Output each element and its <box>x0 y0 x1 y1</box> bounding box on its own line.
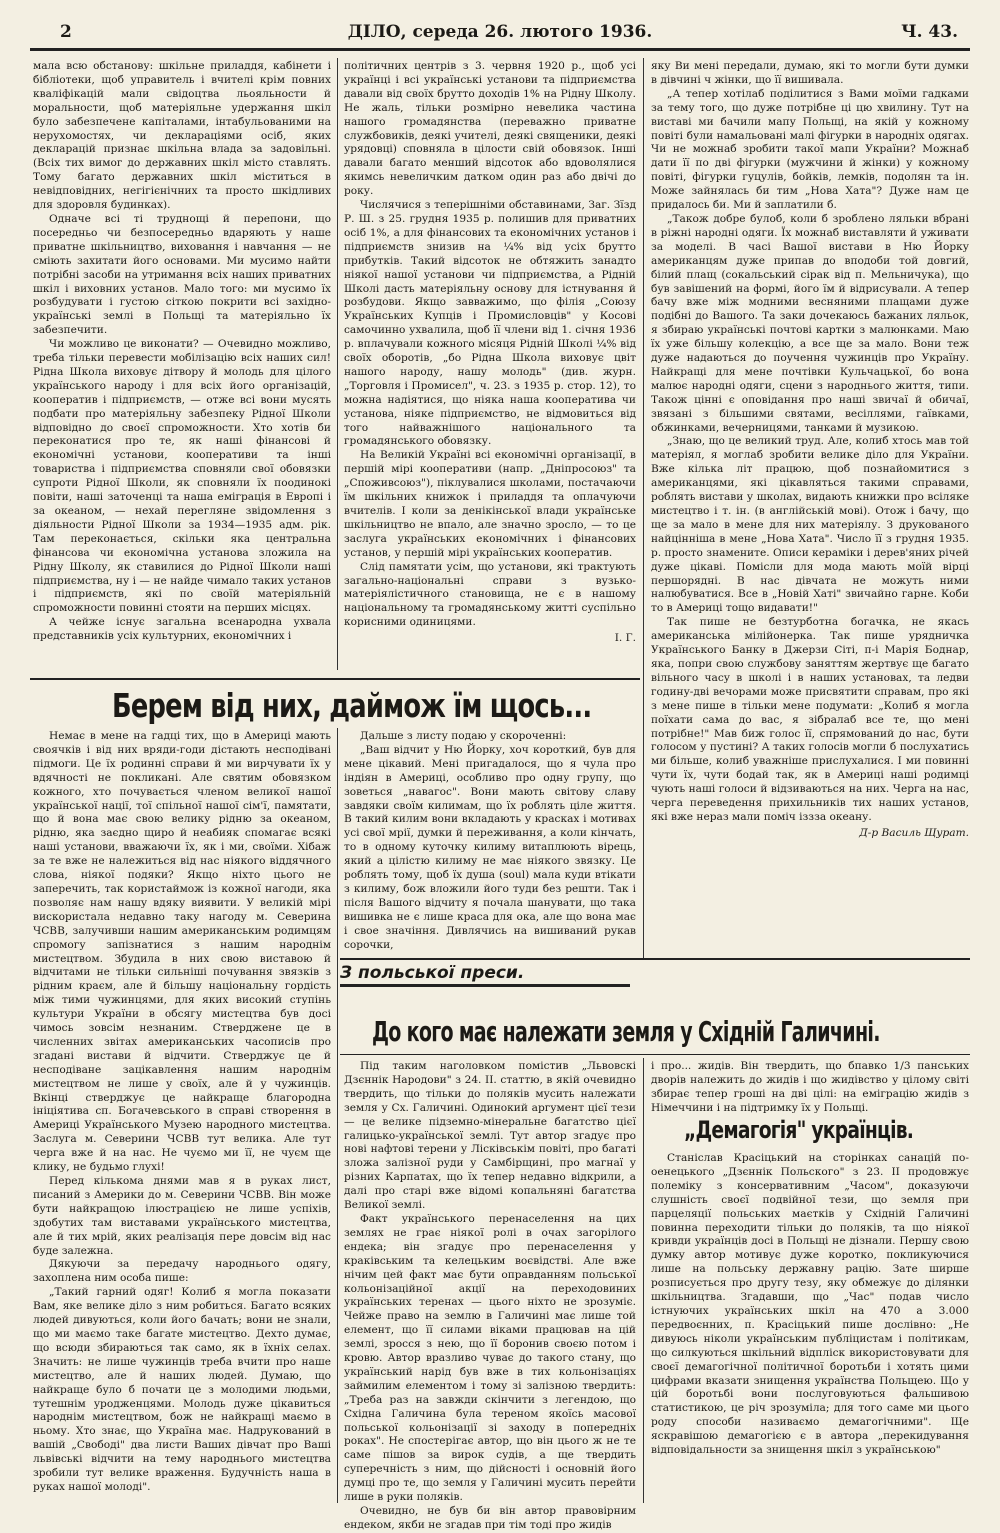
article3-column <box>651 1152 969 1500</box>
article-headline: „Демагогія" українців. <box>684 1116 914 1144</box>
paragraph: „А тепер хотілаб поділитися з Вами моїми гадками за тему того, що дуже потрібне ці цю хвилину. Тут на виставі ми бачили мапу Польщі, на якій у кожному повіті були намальовані малі фігурки в народніх одягах. Чи не можнаб зробити такої мапи України? Можнаб дати її по дві фігурки (мужчини й жінки) у кожному повіті, фігурки гуцулів, бойків, лемків, подолян та ін. Може зайнялась би тим „Нова Хата"? Дуже нам це придалось би. Ми й заплатили б. <box>651 87 969 212</box>
section-rule <box>30 678 640 680</box>
right-column <box>651 60 969 952</box>
masthead: ДІЛО, середа 26. лютого 1936. <box>347 22 653 42</box>
paragraph: Дальше з листу подаю у скороченні: <box>360 730 567 742</box>
paragraph: „Ваш відчит у Ню Йорку, хоч короткий, був для мене цікавий. Мені пригадалося, що я чула про індіян в Америці, особливо про одну групу, що зоветься „навагос". Вони мають світову славу завдяки своїм килимам, що їх роблять ціле життя. В такий килим вони вкладають у красках і мотивах усі свої мрії, думки й переживання, а коли кінчать, то в одному куточку килиму витаплюють вірець, який а цілістю килиму не має ніякого звязку. Це роблять тому, щоб їх душа (soul) мала куди втікати з килиму, бож вложили його туди без решти. Так і після Вашого відчиту я почала шанувати, що така вишивка не є лише краса для ока, але що вона має і свое значіння. Дивлячись на вишиваний рукав сорочки, <box>344 743 636 951</box>
article1-column-2 <box>344 730 636 956</box>
paragraph: Немає в мене на гадці тих, що в Америці мають своячків і від них вряди-годи дістають несподівані підмоги. Це їх родинні справи й ми вирчувати їх у вдячності не покликані. Але святим обовязком кожного, хто почувається членом великої нашої української нації, тої спільної нашої сім'ї, памятати, що й вона має свою велику рідню за океаном, рідню, яка заєдно щиро й неабияк спомагає всякі наші установи, вважаючи їх, як і ми, своїми. Хібаж за те вже не належиться від нас ніякого віддячного слова, ніякої подяки? Якщо ніхто цього не заперечить, так користаймож із кожної нагоди, яка позволяє нам нашу вдяку виявити. У великій мірі вискористала недавно таку нагоду м. Северина ЧСВВ, залучивши нашим американським родимцям спромогу запізнатися з нашим народнім мистецтвом. Збудила в них свою виставою й відчитами не тільки сильніші почування звязків з рідним краєм, але й більшу національну гордість між тими чужинцями, для яких високий ступінь культури України в обсягу мистецтва був досі чимось зовсім незнаним. Стверджене це в численних звітах американських часописів про згадані вистави й відчити. Стверджує це й несподіване зацікавлення нашим народнім мистецтвом не лише у своїх, але й у чужинців. Вкінці стверджує це найкраще благородна ініціятива сп. Богачевського в справі створення в Америці Українського Музею народного мистецтва. Заслуга м. Северини ЧСВВ тут велика. Але тут черга вже й на нас. Не чуємо ми її, не чуєм ще клику, не будьмо глухі! <box>33 730 331 1174</box>
paragraph: Очевидно, не був би він автор правовірним ендеком, якби не згадав при тім тоді про жидів <box>344 1505 636 1531</box>
paragraph: Дякуючи за передачу народнього одягу, захоплена ним особа пише: <box>33 1258 331 1285</box>
top-column-2 <box>344 60 636 672</box>
article-headline: Берем від них, даймож їм щось... <box>112 686 592 725</box>
author-signature: І. Г. <box>614 632 636 645</box>
article3-lead <box>651 1060 969 1116</box>
article2-column <box>344 1060 636 1531</box>
column-rule <box>337 58 338 670</box>
paragraph: мала всю обстанову: шкільне приладдя, кабінети і бібліотеки, щоб управитель і вчителі крім повних кваліфікацій мали свідоцтва льояльности й моральности, щоб матеріяльне удержання шкіл було забезпечене капіталами, інтабульованими на нерухомостях, чи деклараціями осіб, яких декларацій признає шкільна влада за задовільні. (Всіх тих вимог до державних шкіл місто ставлять. Тому багато державних шкіл міститься в невідповідних, негігієнічних та просто шкідливих для здоровля будинках). <box>33 60 331 212</box>
paragraph: Станіслав Красіцький на сторінках санацій по-оенецького „Дзєннік Польского" з 23. II продовжує полеміку з консервативним „Часом", доказуючи слушність своєї подвійної тези, що земля при парцеляції польських маєтків у Східній Галичині повинна переходити тільки до поляків, та що ніякої кривди українців досі в Польщі не дізнали. Першу свою думку автор мотивує дуже коротко, покликуючися лише на польську державну рацію. Зате ширше розписується про другу тезу, яку обмежує до ділянки шкільництва. Згадавши, що „Час" подав число істнуючих українських шкіл на 470 а 3.000 передвоєнних, п. Красіцький пише дослівно: „Не дивуюсь ніколи українським публіцистам і політикам, що силкуються шкільний відпліск використовувати для своєї демагогічної політичної боротьби і хотять цими цифрами вказати знищення українства Польщею. Що у цій боротьбі вони послуговуються фальшивою статистикою, це річ зрозуміла; для того саме ми цього роду способи називаємо демагогічними". Ще яскравішою демагогією є в автора „перекидування відповідальности за знищення шкіл з українською" <box>651 1152 969 1457</box>
article1-column-1 <box>33 730 331 1500</box>
paragraph: і про... жидів. Він твердить, що бпавко 1/3 панських дворів належить до жидів і що жидівство у цілому світі збирає тепер гроші на дві цілі: на еміграцію жидів з Німеччини і на підтримку їх у Польщі. <box>651 1060 969 1114</box>
column-rule <box>643 1058 644 1503</box>
paragraph: яку Ви мені передали, думаю, які то могли бути думки в дівчині ч жінки, що її вишивала. <box>651 60 969 86</box>
article-headline: До кого має належати земля у Східній Галичині. <box>372 1015 880 1048</box>
column-rule <box>643 58 644 958</box>
paragraph: Так пише не безтурботна богачка, не якась американська мілійонерка. Так пише урядничка Українського Банку в Джерзи Сіті, п-і Марія Боднар, яка, попри свою службову заняттям жертвує ще багато вільного часу в школі і в наших установах, та ледви годину-дві вечорами може присвятити справам, про які з мене пише в тільки мене подумати: „Колиб я могла поїхати сама до вас, я зібралаб все те, що мені потрібне!" Мав биж голос її, спрямований до нас, бути голосом у пустині? А таких голосів могли б послухатись ми більше, колиб уважніше прислухалися. І ми повинні чути їх, чути бодай так, як в Америці наші родимці чують наші голоси й відзиваються на них. Черга на нас, черга переведення прихильників тих наших установ, які вже нераз мали поміч іззза океану. <box>651 616 969 823</box>
paragraph: „Також добре булоб, коли б зроблено ляльки вбрані в ріжні народні одяги. Їх можнаб виставляти й уживати за моделі. В часі Вашої вистави в Ню Йорку американцям дуже припав до вподоби той довгий, білий плащ (сокальський сірак від п. Мельничука), що був завішений на формі, його їм й відрисували. А тепер бачу вже між модними весняними плащами дуже подібні до Вашого. Та заки дочекаюсь бажаних ляльок, я збираю українські почтові картки з малюнками. Маю їх уже більшу колекцію, а все ще за мало. Вони теж дуже надаються до поучення чужинців про Україну. Найкращі для мене почтівки Кульчацької, бо вона малює народні одяги, сцени з народнього життя, типи. Також цінні є оповідання про наші звичаї й обичаї, звязані з більшими святами, весіллями, гаївками, обжинками, вечерницями, танками й музикою. <box>651 212 969 434</box>
paragraph: Числячися з теперішніми обставинами, Заг. Зїзд Р. Ш. з 25. грудня 1935 р. полишив для приватних осіб 1%, а для фінансових та економічних установ і підприємств знизив на ¼% від усіх брутто прибутків. Такий відсоток не обтяжить занадто ніякої нашої установи чи підприємства, а Рідній Школі дасть матеріяльну основу для істнування й розбудови. Якщо завважимо, що філія „Союзу Українських Купців і Промисловців" у Косові самочинно ухвалила, щоб її члени від 1. січня 1936 р. вплачували кожного місяця Рідній Школі ¼% від своїх оборотів, „бо Рідна Школа виховує цвіт нашого народу, нашу молодь" (див. журн. „Торговля і Промисел", ч. 23. з 1935 р. стор. 12), то можна надіятися, що ніяка наша кооператива чи установа, ніяке підприємство, не відмовиться від того найважнішого національного та громадянського обовязку. <box>344 199 636 448</box>
paragraph: Під таким наголовком помістив „Львовскі Дзєннік Народови" з 24. II. статтю, в якій очевидно твердить, що тільки до поляків мусить належати земля у Сх. Галичині. Одинокий аргумент цієї тези — це велике підземно-мінеральне багатство цієї галицько-української землі. Тут автор згадує про нові нафтові терени у Лісківськім повіті, про багаті зложа залізної руди у Самбірщині, про магнаї у різних Карпатах, що їх тепер недавно відкрили, а далі про старі вже відомі копальняні багатства Великої землі. <box>344 1060 636 1212</box>
section-rubric: З польської преси. <box>340 963 630 987</box>
section-rule <box>340 1054 970 1055</box>
paragraph: Чи можливо це виконати? — Очевидно можливо, треба тільки перевести мобілізацію всіх наших сил! Рідна Школа виховує дітвору й молодь для цілого українського народу і для всіх його організацій, кооператив і підприємств, — отже всі вони мусять подбати про матеріяльну забезпеку Рідної Школи відповідно до своєї спроможности. Хто хотів би переконатися про те, як наші фінансові й економічні установи, кооперативи та інші товариства і підприємства сповняли свої обовязки супроти Рідної Школи, як сповняли їх поодинокі повіти, наші заточенці та наша еміграція в Европі і за океаном, — нехай перегляне звідомлення з діяльности Рідної Школи за 1934—1935 адм. рік. Там переконається, скільки яка центральна фінансова чи економічна установа зложила на Рідну Школу, як ставилися до Рідної Школи наші підприємства, ну і — не найде чимало таких установ і підприємств, які по своїй матеріяльній спроможности повинні стояти на перших місцях. <box>33 338 331 615</box>
paragraph: Перед кількома днями мав я в руках лист, писаний з Америки до м. Северини ЧСВВ. Він може бути найкращою ілюстрацією не лише успіхів, здобутих там виставами українського мистецтва, але й тих мрій, яких реалізація пере довсім від нас буде залежна. <box>33 1175 331 1257</box>
column-rule <box>337 728 338 1503</box>
paragraph: політичних центрів з 3. червня 1920 р., щоб усі українці і всі українські установи та підприємства давали від своїх брутто доходів 1% на Рідну Школу. Не жаль, тільки розмірно невелика частина нашого громадянства (переважно приватне службовиків, деякі учителі, деякі священики, деякі урядовці) сповняла в цілости свій обовязок. Інші давали багато менший відсоток або вдоволялися якимсь невеличким датком один раз або двічі до року. <box>344 60 636 198</box>
paragraph: А чейже існує загальна всенародна ухвала представників усіх культурних, економічних і <box>33 616 331 643</box>
page-number: 2 <box>60 22 72 42</box>
paragraph: „Знаю, що це великий труд. Але, колиб хтось мав той матеріял, я моглаб зробити велике діло для України. Вже кілька літ працюю, щоб познайомитися з американцями, які цікавляться такими справами, роблять вистави у школах, видають книжки про всіляке мистецтво і т. ін. (в англійській мові). Отож і бачу, що ще за мало в мене для них матеріялу. З друкованого найцінніша в мене „Нова Хата". Число її з грудня 1935. р. просто знамените. Описи кераміки і дерев'яних річей дуже цікаві. Помісли для мода мають моїй вірці першорядні. В нас дівчата не можуть ними налюбуватися. Все в „Новій Хаті" звичайно гарне. Коби то в Америці тощо видавати!" <box>651 435 969 615</box>
paragraph: Одначе всі ті труднощі й перепони, що посередньо чи безпосередньо вдаряють у наше приватне шкільництво, виховання і навчання — не сміють захитати його основами. Ми мусимо найти потрібні засоби на утримання всіх наших приватних шкіл і виховних установ. Мало того: ми мусимо їх розбудувати і густою сіткою покрити всі західно-українські землі в Польщі та матеріяльно їх забезпечити. <box>33 212 331 337</box>
page-header <box>30 18 970 51</box>
paragraph: Слід памятати усім, що установи, які трактують загально-національні справи з вузько-матеріялістичного становища, не є в нашому національному та громадянському житті суспільно корисними одиницями. <box>344 560 636 629</box>
author-signature: Д-р Василь Щурат. <box>859 826 969 839</box>
paragraph: „Такий гарний одяг! Колиб я могла показати Вам, яке велике діло з ним робиться. Багато всяких людей дивуються, коли його бачать; вони не знали, що ми маємо таке багате мистецтво. Дехто думає, що всюди збираються так само, як в їхніх селах. Значить: не лише чужинців треба вчити про наше мистецтво, але й наших людей. Думаю, що найкраще було б почати це з молодими людьми, тутешнім уродженцями. Молодь дуже цікавиться народнім мистецтвом, бож не найкращі маємо в ньому. Хто знає, що Україна має. Надрукований в вашій „Свободі" два листи Ваших дівчат про Ваші львівські відчити на тему народнього мистецтва зробили тут велике враження. Будучність наша в руках нашої молоді". <box>33 1286 331 1493</box>
section-rule <box>340 958 970 960</box>
top-column-1 <box>33 60 331 668</box>
paragraph: Факт українського перенаселення на цих землях не грає ніякої ролі в очах загорілого ендека; він згадує про перенаселення у краківським та келецьким воєвідстві. Але вже нічим цей факт має бути оправданням польської кольонізаційної акції на переходовиних українських теренах — цього ніхто не зрозуміє. Чейже право на землю в Галичині має лише той елемент, що її силами віками працював на цій землі, зросся з нею, що її боронив своєю потом і кровю. Автор вразливо чуває до такого стану, що український нарід був вже в тих кольонізаціях займилим елементом і тому зі залізною твердить: „Треба раз на завжди скінчити з легендою, що Східна Галичина була тереном якоїсь масової польської кольонізації зі заходу в попередніх роках". Не спостерігає автор, що він цього ж не те саме пішов за вирок судів, а ще твердить суперечність з ним, що дійсності і основній його думці про те, що земля у Галичині мусить перейти лише в руки поляків. <box>344 1212 636 1504</box>
paragraph: На Великій Україні всі економічні організації, в першій мірі кооперативи (напр. „Дніпросоюз" та „Споживсоюз"), піклувалися школами, постачаючи їм шкільних книжок і приладдя та оплачуючи вчителів. І коли за денікінської влади українське шкільництво не впало, але значно зросло, — то це заслуга українських економічних і фінансових установ, у першій мірі українських кооператив. <box>344 449 636 559</box>
issue-number: Ч. 43. <box>901 22 958 42</box>
